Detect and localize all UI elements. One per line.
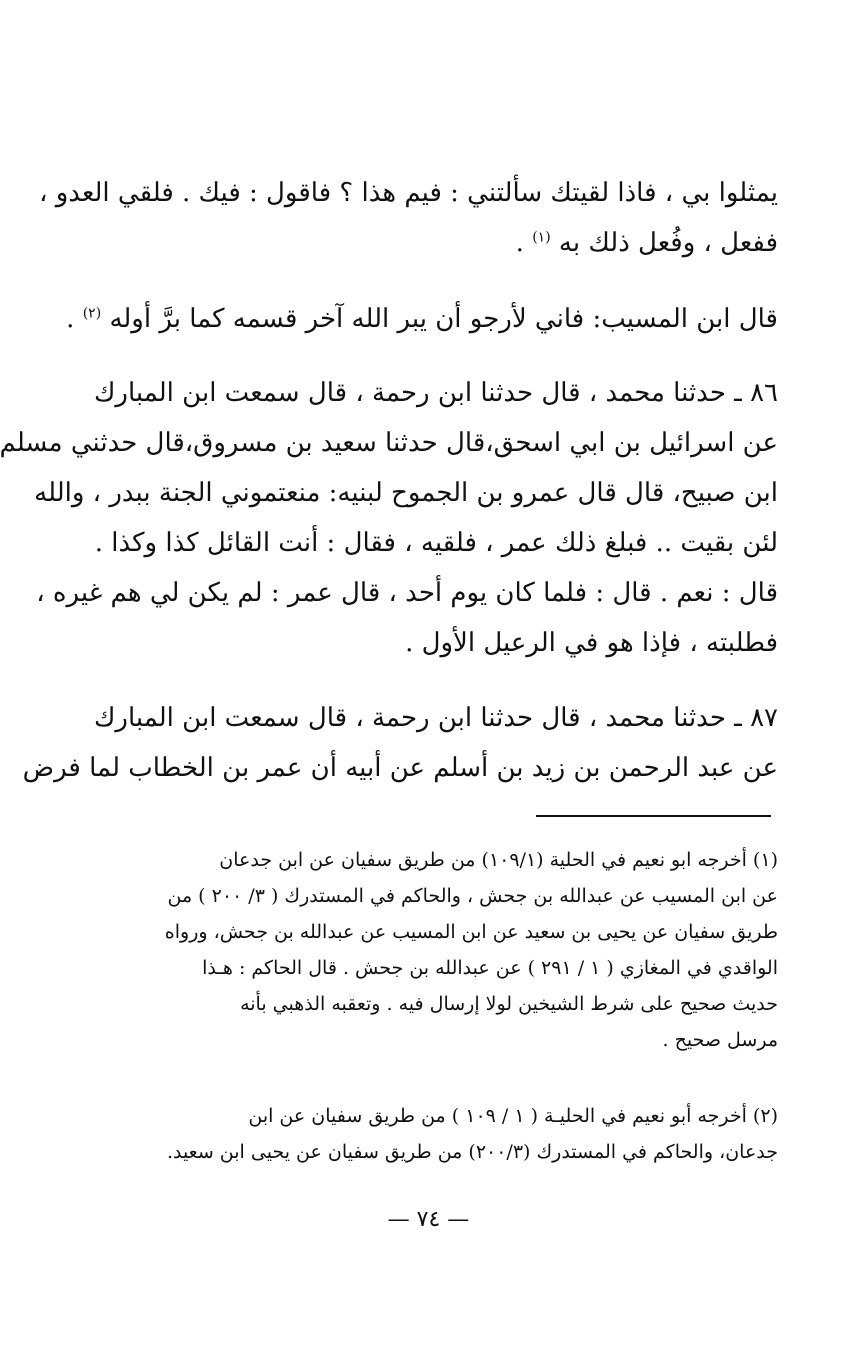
footnote-line: حديث صحيح على شرط الشيخين لولا إرسال فيه . وتعقبه الذهبي بأنه [240, 993, 778, 1015]
text-line: ابن صبيح، قال قال عمرو بن الجموح لبنيه: منعتموني الجنة ببدر ، والله [34, 478, 778, 508]
text-line: عن عبد الرحمن بن زيد بن أسلم عن أبيه أن عمر بن الخطاب لما فرض [22, 753, 778, 783]
footnote-separator [536, 815, 771, 817]
paragraph-ibn-al-musayyib [66, 294, 778, 344]
footnote-line: (١) أخرجه ابو نعيم في الحلية (١٠٩/١) من طريق سفيان عن ابن جدعان [219, 849, 778, 871]
footnote-line: طريق سفيان عن يحيى بن سعيد عن ابن المسيب عن عبدالله بن جحش، ورواه [164, 921, 778, 943]
narration-87 [22, 693, 778, 793]
line-end-mark: . [515, 228, 524, 258]
text-line [66, 294, 778, 344]
page-number: — ٧٤ — [387, 1207, 470, 1232]
footnote-line: مرسل صحيح . [662, 1029, 778, 1051]
text-segment: قال ابن المسيب: فاني لأرجو أن يبر الله آخر قسمه كما برَّ أوله [109, 304, 778, 334]
footnote-reference: (٢) [82, 305, 102, 322]
text-line [93, 218, 778, 268]
text-line: ٨٦ ـ حدثنا محمد ، قال حدثنا ابن رحمة ، قال سمعت ابن المبارك [93, 378, 778, 408]
text-line: فطلبته ، فإذا هو في الرعيل الأول . [405, 628, 778, 658]
footnote-line: الواقدي في المغازي ( ١ / ٢٩١ ) عن عبدالله بن جحش . قال الحاكم : هـذا [202, 957, 778, 979]
text-line: قال : نعم . قال : فلما كان يوم أحد ، قال عمر : لم يكن لي هم غيره ، [36, 578, 778, 608]
text-line: يمثلوا بي ، فاذا لقيتك سألتني : فيم هذا ؟ فاقول : فيك . فلقي العدو ، [39, 178, 778, 208]
footnote-line: عن ابن المسيب عن عبدالله بن جحش ، والحاكم في المستدرك ( ٣/ ٢٠٠ ) من [167, 885, 778, 907]
footnote-reference: (١) [532, 229, 551, 246]
narration-86 [0, 368, 778, 668]
book-page [1, 0, 856, 1345]
paragraph-continuation [39, 168, 778, 268]
footnote-1 [93, 842, 778, 1058]
footnote-line: (٢) أخرجه أبو نعيم في الحليـة ( ١ / ١٠٩ ) من طريق سفيان عن ابن [248, 1105, 778, 1127]
footnote-line: جدعان، والحاكم في المستدرك (٢٠٠/٣) من طريق سفيان عن يحيى ابن سعيد. [166, 1141, 778, 1163]
text-line: عن اسرائيل بن ابي اسحق،قال حدثنا سعيد بن مسروق،قال حدثني مسلم [0, 428, 778, 458]
text-segment: ففعل ، وفُعل ذلك به [558, 228, 778, 258]
text-line: ٨٧ ـ حدثنا محمد ، قال حدثنا ابن رحمة ، قال سمعت ابن المبارك [93, 703, 778, 733]
footnote-2 [93, 1098, 778, 1170]
line-end-mark: . [66, 304, 75, 334]
text-line: لئن بقيت .. فبلغ ذلك عمر ، فلقيه ، فقال : أنت القائل كذا وكذا . [94, 528, 778, 558]
